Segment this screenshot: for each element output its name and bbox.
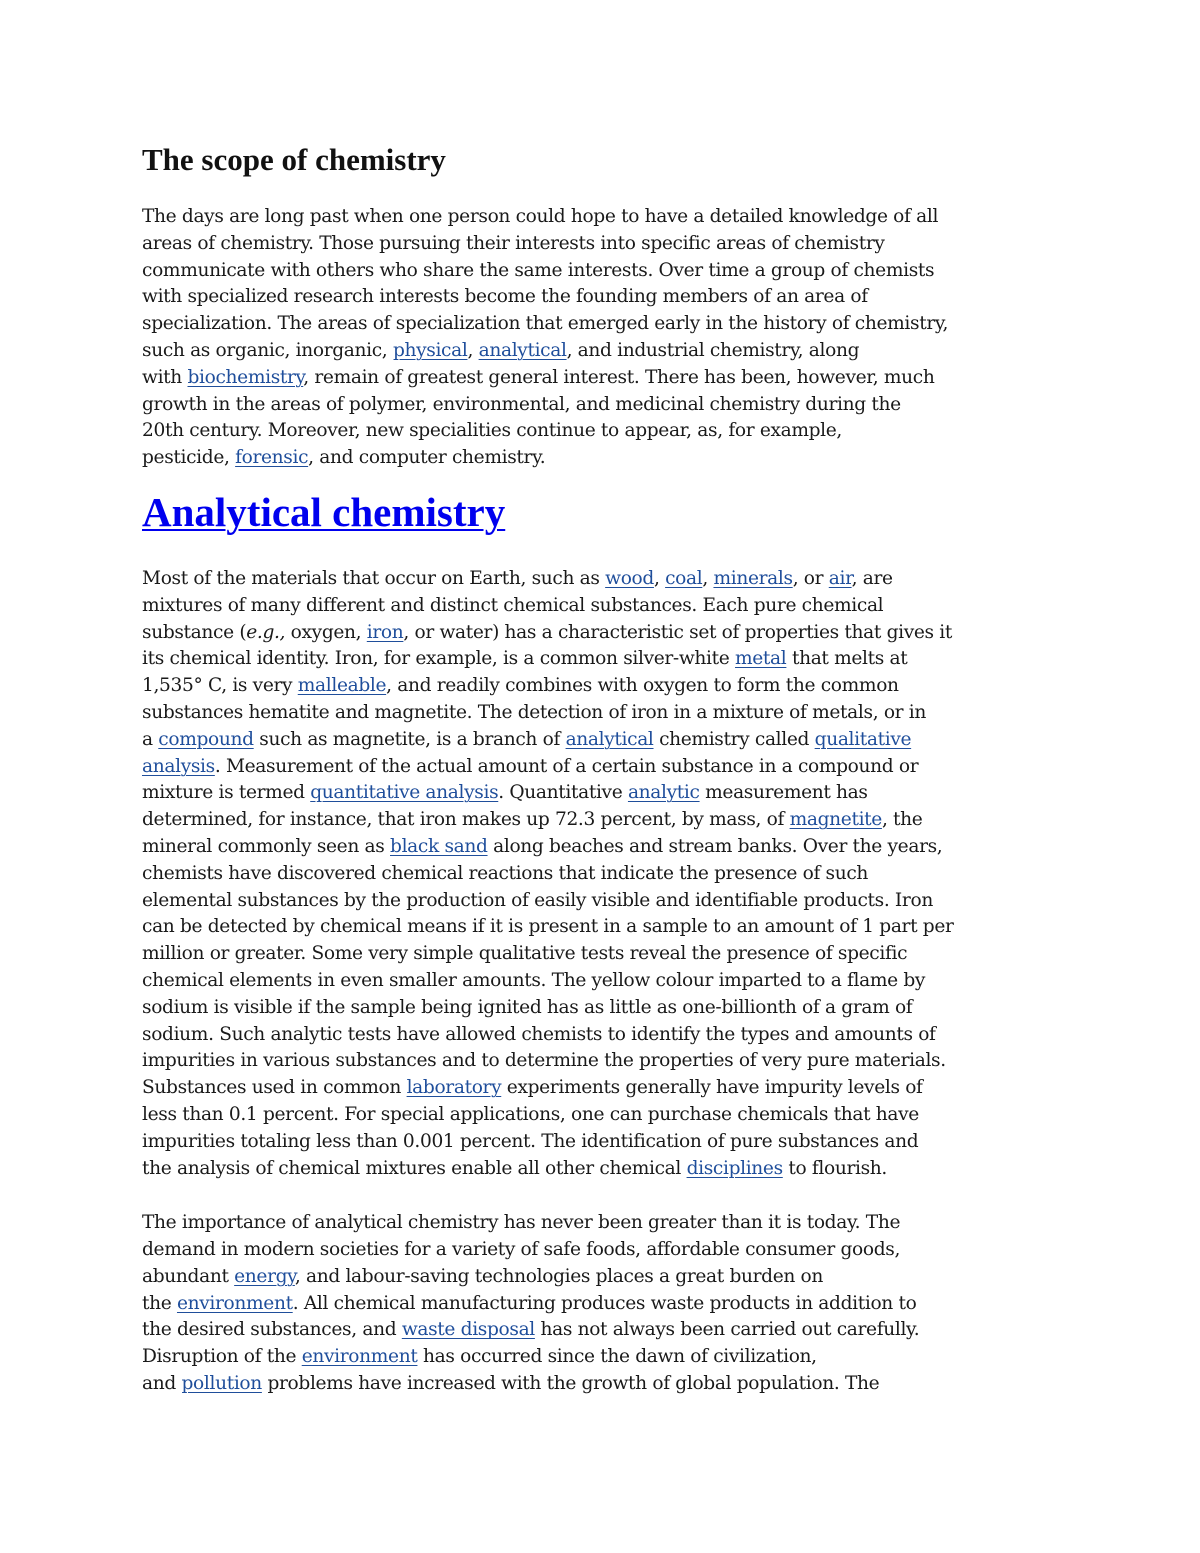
text-segment: , and readily combines with oxygen to form the common [386, 675, 899, 697]
text-segment: problems have increased with the growth of global population. The [261, 1373, 880, 1395]
link-black-sand[interactable]: black sand [390, 835, 488, 857]
scope-line-3: communicate with others who share the same interests. Over time a group of chemists [142, 259, 935, 281]
link-compound[interactable]: compound [158, 728, 254, 750]
p1-line-4 [142, 646, 1062, 673]
scope-paragraph [142, 204, 1062, 472]
text-segment: . Measurement of the actual amount of a certain substance in a compound or [214, 755, 919, 777]
link-physical[interactable]: physical [392, 339, 468, 361]
link-biochemistry[interactable]: biochemistry [187, 366, 304, 388]
text-segment: such as organic, inorganic, [142, 339, 393, 361]
link-qualitative[interactable]: qualitative [814, 728, 912, 750]
p1-line-13: elemental substances by the production of easily visible and identifiable products. Iron [142, 889, 933, 911]
text-segment: along beaches and stream banks. Over the years, [487, 835, 943, 857]
p1-line-19: impurities in various substances and to determine the properties of very pure materials. [142, 1050, 946, 1072]
analytical-paragraph-2 [142, 1210, 1062, 1398]
text-segment: a [142, 728, 159, 750]
link-analytical[interactable]: analytical [478, 339, 567, 361]
link-forensic[interactable]: forensic [235, 447, 309, 469]
text-segment: has not always been carried out carefully. [534, 1319, 920, 1341]
text-segment: the [142, 1292, 177, 1314]
p2-line-3 [142, 1264, 1062, 1291]
text-segment: , the [881, 809, 923, 831]
link-metal[interactable]: metal [735, 648, 787, 670]
link-minerals[interactable]: minerals [713, 567, 793, 589]
text-segment: oxygen, [285, 621, 367, 643]
link-disciplines[interactable]: disciplines [686, 1157, 783, 1179]
link-air[interactable]: air [828, 567, 852, 589]
text-segment: Substances used in common [142, 1077, 407, 1099]
p1-line-6: substances hematite and magnetite. The detection of iron in a mixture of metals, or in [142, 701, 926, 723]
text-segment: , and industrial chemistry, along [566, 339, 860, 361]
link-environment[interactable]: environment [176, 1292, 293, 1314]
text-segment: , are [851, 567, 893, 589]
text-segment: , [653, 567, 666, 589]
link-analytical-2[interactable]: analytical [565, 728, 654, 750]
p1-line-20 [142, 1075, 1062, 1102]
p1-line-3 [142, 620, 1062, 647]
scope-line-6 [142, 338, 1062, 365]
scope-line-4: with specialized research interests become the founding members of an area of [142, 286, 868, 308]
link-environment-2[interactable]: environment [301, 1346, 418, 1368]
p2-line-6 [142, 1344, 1062, 1371]
text-segment: , and computer chemistry. [308, 447, 546, 469]
text-segment: , remain of greatest general interest. There has been, however, much [303, 366, 935, 388]
eg-italic: e.g., [246, 621, 286, 643]
text-segment: , and labour-saving technologies places a great burden on [294, 1265, 824, 1287]
p1-line-15: million or greater. Some very simple qualitative tests reveal the presence of specific [142, 943, 908, 965]
p1-line-7 [142, 727, 1062, 754]
link-energy[interactable]: energy [234, 1265, 295, 1287]
p2-line-5 [142, 1317, 1062, 1344]
p1-line-2: mixtures of many different and distinct chemical substances. Each pure chemical [142, 594, 884, 616]
p2-line-4 [142, 1291, 1062, 1318]
p2-line-1: The importance of analytical chemistry has never been greater than it is today. The [142, 1212, 901, 1234]
link-waste-disposal[interactable]: waste disposal [401, 1319, 535, 1341]
text-segment: to flourish. [782, 1157, 887, 1179]
link-wood[interactable]: wood [605, 567, 654, 589]
text-segment: such as magnetite, is a branch of [253, 728, 566, 750]
text-segment: Disruption of the [142, 1346, 302, 1368]
link-analytic[interactable]: analytic [627, 782, 700, 804]
text-segment: . Quantitative [498, 782, 628, 804]
text-segment: pesticide, [142, 447, 236, 469]
p1-line-9 [142, 780, 1062, 807]
text-segment: substance ( [142, 621, 247, 643]
text-segment: the analysis of chemical mixtures enable all other chemical [142, 1157, 687, 1179]
paragraph-spacer [142, 1182, 1062, 1210]
scope-heading: The scope of chemistry [142, 142, 446, 177]
p2-line-7 [142, 1371, 1062, 1398]
scope-line-7 [142, 365, 1062, 392]
p1-line-16: chemical elements in even smaller amounts. The yellow colour imparted to a flame by [142, 969, 926, 991]
link-malleable[interactable]: malleable [297, 675, 387, 697]
scope-line-5: specialization. The areas of specialization that emerged early in the history of chemistry, [142, 313, 949, 335]
p1-line-22: impurities totaling less than 0.001 percent. The identification of pure substances and [142, 1130, 919, 1152]
p1-line-1 [142, 566, 1062, 593]
p1-line-21: less than 0.1 percent. For special applications, one can purchase chemicals that have [142, 1103, 919, 1125]
link-iron[interactable]: iron [366, 621, 404, 643]
text-segment: measurement has [699, 782, 868, 804]
text-segment: , or water) has a characteristic set of properties that gives it [403, 621, 953, 643]
p2-line-2: demand in modern societies for a variety of safe foods, affordable consumer goods, [142, 1239, 901, 1261]
text-segment: with [142, 366, 188, 388]
link-qualitative-analysis-cont[interactable]: analysis [142, 755, 215, 777]
text-segment: and [142, 1373, 182, 1395]
text-segment: , [467, 339, 479, 361]
text-segment: chemistry called [653, 728, 815, 750]
document-page [142, 140, 1062, 1398]
p1-line-11 [142, 834, 1062, 861]
scope-line-2: areas of chemistry. Those pursuing their interests into specific areas of chemistry [142, 232, 885, 254]
text-segment: determined, for instance, that iron makes up 72.3 percent, by mass, of [142, 809, 790, 831]
analytical-heading-link[interactable]: Analytical chemistry [142, 488, 506, 535]
link-coal[interactable]: coal [665, 567, 703, 589]
p1-line-10 [142, 807, 1062, 834]
p1-line-17: sodium is visible if the sample being ignited has as little as one-billionth of a gram of [142, 996, 913, 1018]
text-segment: mixture is termed [142, 782, 311, 804]
scope-line-8: growth in the areas of polymer, environmental, and medicinal chemistry during the [142, 393, 901, 415]
link-magnetite[interactable]: magnetite [789, 809, 882, 831]
text-segment: 1,535° C, is very [142, 675, 298, 697]
text-segment: its chemical identity. Iron, for example, is a common silver-white [142, 648, 735, 670]
link-laboratory[interactable]: laboratory [406, 1077, 502, 1099]
p1-line-5 [142, 673, 1062, 700]
text-segment: , [702, 567, 714, 589]
p1-line-23 [142, 1156, 1062, 1183]
text-segment: mineral commonly seen as [142, 835, 391, 857]
text-segment: has occurred since the dawn of civilization, [417, 1346, 817, 1368]
text-segment: that melts at [786, 648, 908, 670]
text-segment: . All chemical manufacturing produces waste products in addition to [292, 1292, 917, 1314]
p1-line-12: chemists have discovered chemical reactions that indicate the presence of such [142, 862, 869, 884]
text-segment: the desired substances, and [142, 1319, 402, 1341]
text-segment: Most of the materials that occur on Earth, such as [142, 567, 606, 589]
analytical-paragraph-1 [142, 566, 1062, 1182]
scope-line-9: 20th century. Moreover, new specialities continue to appear, as, for example, [142, 420, 842, 442]
text-segment: , or [792, 567, 829, 589]
link-quantitative-analysis[interactable]: quantitative analysis [310, 782, 499, 804]
p1-line-18: sodium. Such analytic tests have allowed chemists to identify the types and amounts of [142, 1023, 936, 1045]
link-pollution[interactable]: pollution [181, 1373, 262, 1395]
analytical-heading [142, 486, 1062, 538]
text-segment: experiments generally have impurity levels of [501, 1077, 923, 1099]
p1-line-8 [142, 754, 1062, 781]
text-segment: abundant [142, 1265, 235, 1287]
scope-line-10 [142, 445, 1062, 472]
p1-line-14: can be detected by chemical means if it is present in a sample to an amount of 1 part per [142, 916, 954, 938]
scope-line-1: The days are long past when one person could hope to have a detailed knowledge of all [142, 206, 939, 227]
